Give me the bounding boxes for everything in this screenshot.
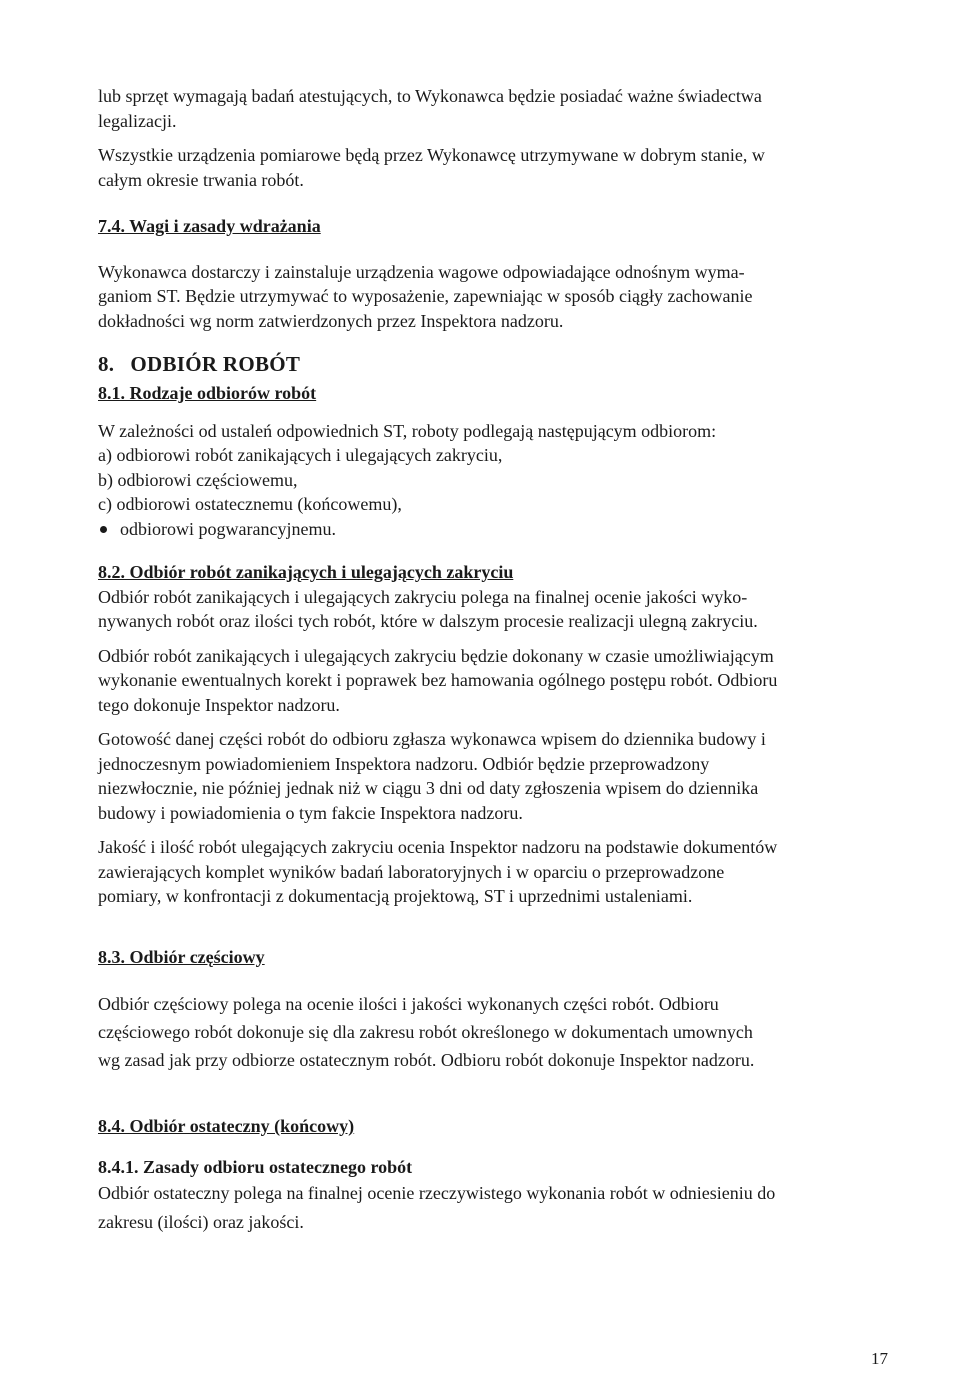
- paragraph-8-3: [98, 990, 868, 1074]
- bullet-text: odbiorowi pogwarancyjnemu.: [120, 518, 336, 539]
- paragraph-8-2-b: [98, 644, 868, 718]
- text-line: legalizacji.: [98, 110, 177, 131]
- text-line: Odbiór częściowy polega na ocenie ilości i jakości wykonanych części robót. Odbioru: [98, 994, 719, 1014]
- subsection-heading-8-4-1: 8.4.1. Zasady odbioru ostatecznego robót: [98, 1156, 413, 1177]
- acceptance-type-item: a) odbiorowi robót zanikających i ulegających zakryciu,: [98, 445, 503, 465]
- chapter-number: 8.: [98, 352, 115, 376]
- text-line: Wszystkie urządzenia pomiarowe będą przez Wykonawcę utrzymywane w dobrym stanie, w: [98, 145, 765, 165]
- text-line: zawierających komplet wyników badań laboratoryjnych i w oparciu o przeprowadzone: [98, 861, 725, 882]
- text-line: pomiary, w konfrontacji z dokumentacją projektową, ST i uprzednimi ustaleniami.: [98, 886, 693, 906]
- text-line: budowy i powiadomienia o tym fakcie Inspektora nadzoru.: [98, 802, 523, 823]
- paragraph-certificates: [98, 84, 868, 133]
- acceptance-type-item: b) odbiorowi częściowemu,: [98, 469, 298, 490]
- section-heading-7-4: 7.4. Wagi i zasady wdrażania: [98, 216, 321, 236]
- text-line: nywanych robót oraz ilości tych robót, które w dalszym procesie realizacji ulegną zakryciu.: [98, 611, 758, 631]
- section-heading-8-4: 8.4. Odbiór ostateczny (końcowy): [98, 1116, 355, 1136]
- text-line: Odbiór robót zanikających i ulegających zakryciu będzie dokonany w czasie umożliwiającym: [98, 645, 774, 666]
- section-heading-8-3: 8.3. Odbiór częściowy: [98, 946, 265, 967]
- text-line: całym okresie trwania robót.: [98, 169, 304, 190]
- text-line: tego dokonuje Inspektor nadzoru.: [98, 694, 340, 715]
- text-line: jednoczesnym powiadomieniem Inspektora nadzoru. Odbiór będzie przeprowadzony: [98, 753, 710, 774]
- section-heading-8-1: 8.1. Rodzaje odbiorów robót: [98, 383, 317, 403]
- text-line: zakresu (ilości) oraz jakości.: [98, 1212, 304, 1232]
- paragraph-weights: [98, 260, 868, 334]
- paragraph-8-2-a: [98, 585, 868, 634]
- text-line: częściowego robót dokonuje się dla zakresu robót określonego w dokumentach umownych: [98, 1022, 753, 1042]
- text-line: dokładności wg norm zatwierdzonych przez Inspektora nadzoru.: [98, 310, 564, 331]
- chapter-title: ODBIÓR ROBÓT: [130, 352, 301, 376]
- text-line: Odbiór robót zanikających i ulegających zakryciu polega na finalnej ocenie jakości wyko-: [98, 586, 748, 607]
- text-line: lub sprzęt wymagają badań atestujących, to Wykonawca będzie posiadać ważne świadectwa: [98, 86, 762, 106]
- text-line: Wykonawca dostarczy i zainstaluje urządzenia wagowe odpowiadające odnośnym wyma-: [98, 261, 745, 282]
- document-page: [98, 84, 868, 1237]
- text-line: niezwłocznie, nie później jednak niż w ciągu 3 dni od daty zgłoszenia wpisem do dziennika: [98, 778, 759, 798]
- paragraph-8-2-c: [98, 727, 868, 825]
- text-line: Gotowość danej części robót do odbioru zgłasza wykonawca wpisem do dziennika budowy i: [98, 729, 766, 749]
- bullet-list-item: [98, 517, 868, 542]
- paragraph-8-4-1: [98, 1179, 868, 1237]
- paragraph-measuring-devices: [98, 143, 868, 192]
- text-line: ganiom ST. Będzie utrzymywać to wyposażenie, zapewniając w sposób ciągły zachowanie: [98, 286, 753, 306]
- text-line: Jakość i ilość robót ulegających zakryciu ocenia Inspektor nadzoru na podstawie dokumentów: [98, 837, 778, 857]
- text-line: wykonanie ewentualnych korekt i poprawek bez hamowania ogólnego postępu robót. Odbioru: [98, 670, 778, 690]
- paragraph-8-2-d: [98, 835, 868, 909]
- paragraph-acceptance-types-intro: W zależności od ustaleń odpowiednich ST, roboty podlegają następującym odbiorom:: [98, 420, 717, 441]
- text-line: wg zasad jak przy odbiorze ostatecznym robót. Odbioru robót dokonuje Inspektor nadzoru.: [98, 1050, 755, 1070]
- section-heading-8-2: 8.2. Odbiór robót zanikających i ulegających zakryciu: [98, 562, 514, 582]
- chapter-heading-8: [98, 351, 868, 377]
- page-number: 17: [871, 1349, 888, 1368]
- acceptance-type-item: c) odbiorowi ostatecznemu (końcowemu),: [98, 494, 402, 514]
- bullet-icon: [100, 526, 107, 533]
- text-line: Odbiór ostateczny polega na finalnej ocenie rzeczywistego wykonania robót w odniesieniu do: [98, 1183, 776, 1203]
